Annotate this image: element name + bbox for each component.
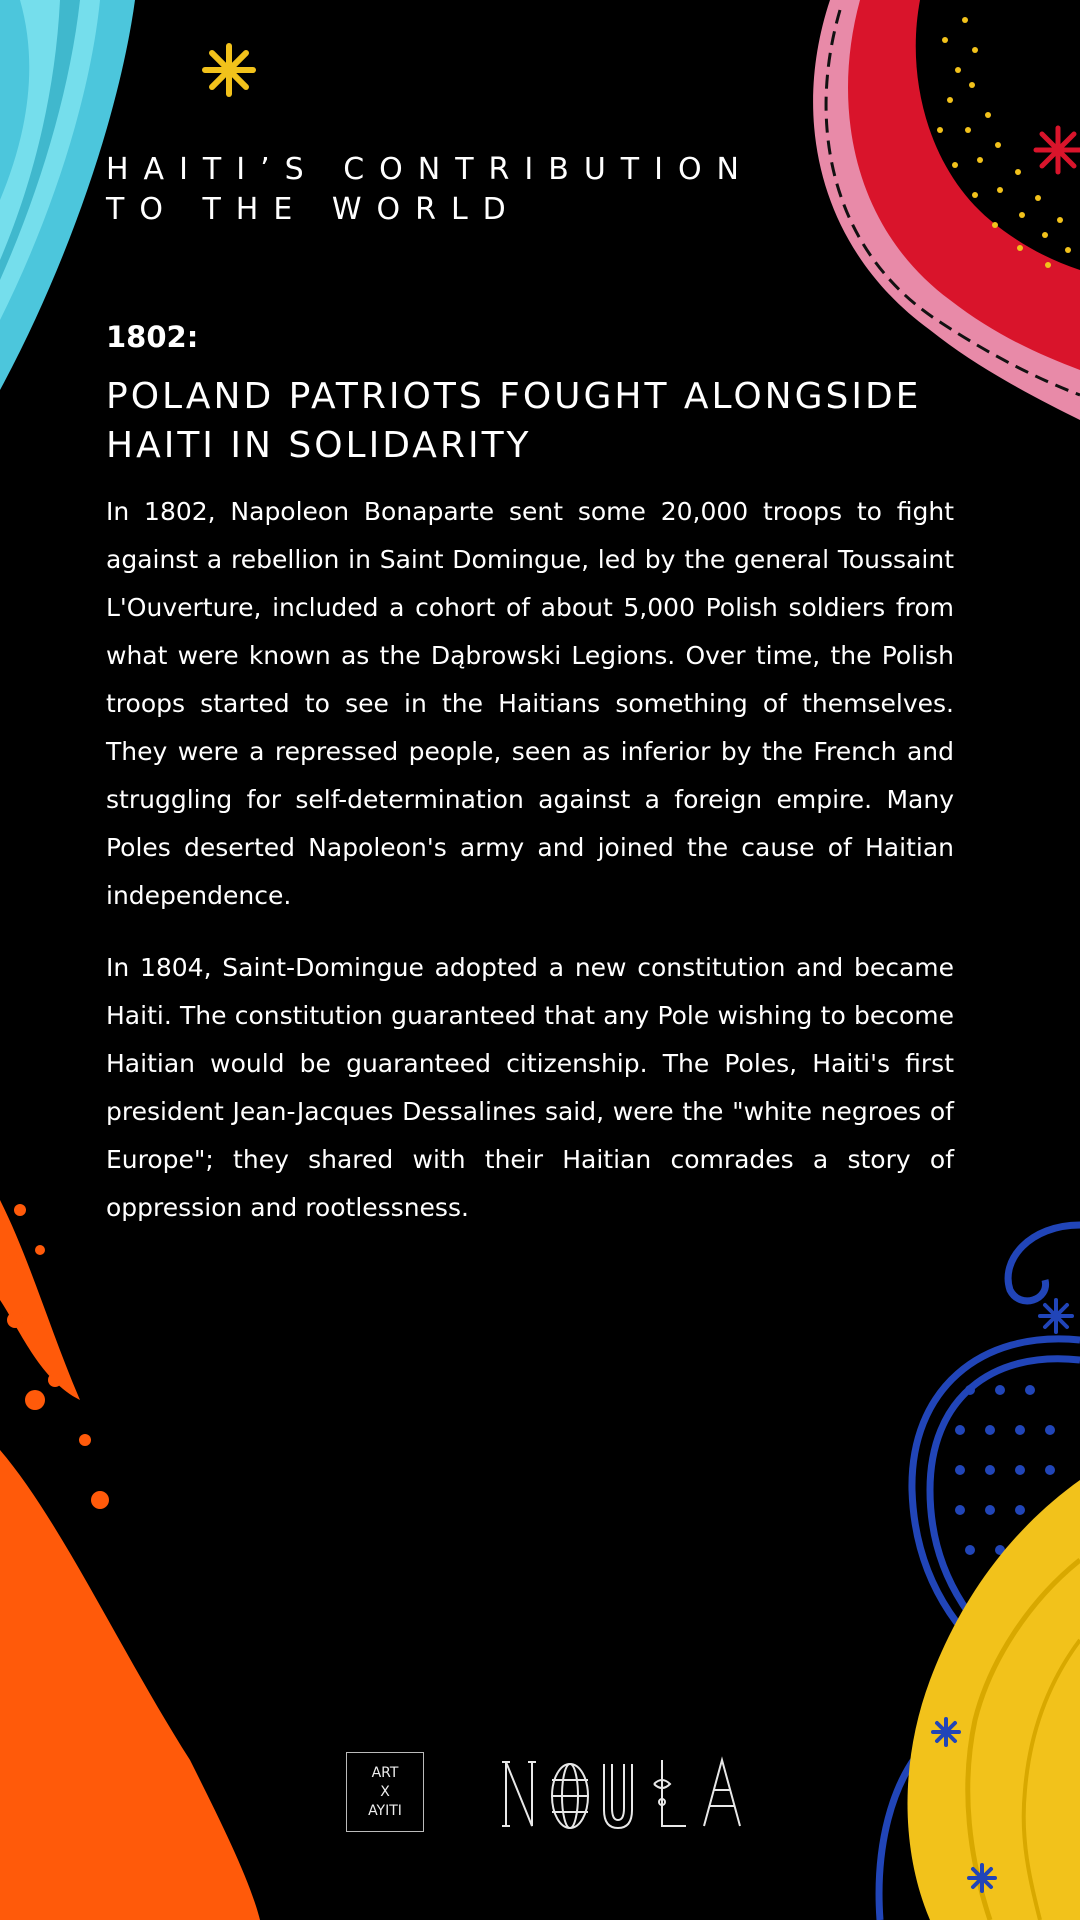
red-pink-arc bbox=[813, 0, 1080, 420]
article-body bbox=[106, 488, 954, 1256]
logo-line-ayiti: AYITI bbox=[368, 1802, 402, 1819]
red-star-icon bbox=[1036, 128, 1080, 172]
article-paragraph-1: In 1802, Napoleon Bonaparte sent some 20,000 troops to fight against a rebellion in Saint Domingue, led by the general Toussaint L'Ouverture, included a cohort of about 5,000 Polish soldiers from what were known as the Dąbrowski Legions. Over time, the Polish troops started to see in the Haitians something of themselves. They were a repressed people, seen as inferior by the French and struggling for self-determination against a foreign empire. Many Poles deserted Napoleon's army and joined the cause of Haitian independence. bbox=[106, 497, 954, 910]
blue-star-icon bbox=[1040, 1300, 1072, 1332]
yellow-star-icon bbox=[205, 46, 253, 94]
logo-line-x: X bbox=[380, 1783, 390, 1800]
orange-brush-stroke bbox=[0, 1200, 260, 1920]
logo-line-art: ART bbox=[371, 1764, 399, 1781]
article-paragraph-2: In 1804, Saint-Domingue adopted a new constitution and became Haiti. The constitution guaranteed that any Pole wishing to become Haitian would be guaranteed citizenship. The Poles, Haiti's first president Jean-Jacques Dessalines said, were the "white negroes of Europe"; they shared with their Haitian comrades a story of oppression and rootlessness. bbox=[106, 953, 954, 1222]
article-year: 1802: bbox=[106, 320, 199, 354]
series-title: HAITI’S CONTRIBUTION TO THE WORLD bbox=[106, 152, 755, 227]
noula-wordmark-logo bbox=[500, 1750, 750, 1834]
article-headline: POLAND PATRIOTS FOUGHT ALONGSIDE HAITI IN SOLIDARITY bbox=[106, 376, 922, 466]
art-x-ayiti-logo bbox=[346, 1752, 424, 1832]
